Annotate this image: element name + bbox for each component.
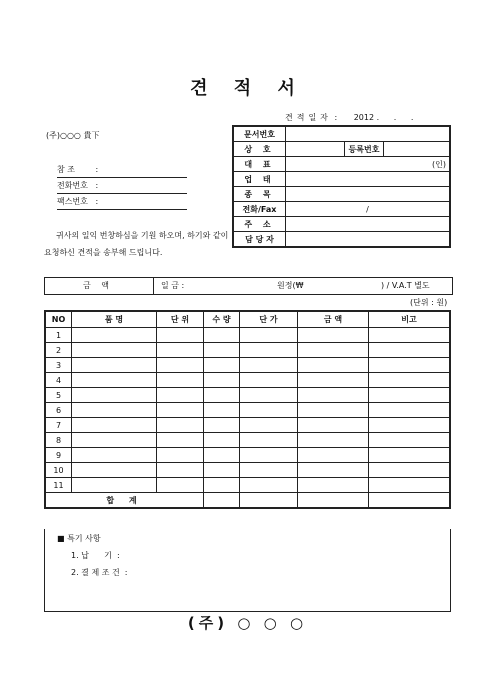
amount-divider bbox=[153, 278, 154, 294]
items-table bbox=[44, 310, 451, 509]
contact-fax: 팩스번호 : bbox=[57, 197, 99, 206]
remarks-cell[interactable] bbox=[369, 433, 451, 448]
contact-fax-label: 팩스번호 bbox=[57, 197, 88, 206]
remarks-cell[interactable] bbox=[369, 478, 451, 493]
quote-date-month: . bbox=[393, 113, 397, 122]
amount-cell[interactable] bbox=[298, 433, 369, 448]
supplier-info-table bbox=[232, 125, 451, 248]
unit-cell[interactable] bbox=[157, 343, 204, 358]
amount-cell[interactable] bbox=[298, 358, 369, 373]
total-remarks[interactable] bbox=[369, 493, 451, 509]
table-row bbox=[45, 463, 450, 478]
address-label: 주 소 bbox=[233, 217, 286, 232]
amount-vat: ) / V.A.T 별도 bbox=[381, 281, 430, 290]
col-unit: 단 위 bbox=[157, 311, 204, 328]
qty-cell[interactable] bbox=[204, 403, 240, 418]
row-number: 4 bbox=[45, 373, 72, 388]
contact-line bbox=[57, 193, 187, 194]
unit-cell[interactable] bbox=[157, 433, 204, 448]
row-number: 1 bbox=[45, 328, 72, 343]
quote-date: 견적일자 : 2012 . . . bbox=[285, 113, 414, 122]
item-cell[interactable] bbox=[72, 463, 157, 478]
unit-cell[interactable] bbox=[157, 373, 204, 388]
item-cell[interactable] bbox=[72, 403, 157, 418]
row-number: 5 bbox=[45, 388, 72, 403]
price-cell[interactable] bbox=[240, 448, 298, 463]
item-cell[interactable] bbox=[72, 388, 157, 403]
qty-cell[interactable] bbox=[204, 478, 240, 493]
qty-cell[interactable] bbox=[204, 343, 240, 358]
qty-cell[interactable] bbox=[204, 373, 240, 388]
row-number: 8 bbox=[45, 433, 72, 448]
recipient: (주)○○○ 貴下 bbox=[46, 131, 100, 140]
total-amount[interactable] bbox=[298, 493, 369, 509]
business-item-label: 종 목 bbox=[233, 187, 286, 202]
remarks-cell[interactable] bbox=[369, 373, 451, 388]
row-number: 6 bbox=[45, 403, 72, 418]
amount-cell[interactable] bbox=[298, 448, 369, 463]
qty-cell[interactable] bbox=[204, 388, 240, 403]
trade-name-label: 상 호 bbox=[233, 142, 286, 157]
col-qty: 수 량 bbox=[204, 311, 240, 328]
table-row bbox=[45, 343, 450, 358]
item-cell[interactable] bbox=[72, 433, 157, 448]
total-qty[interactable] bbox=[204, 493, 240, 509]
manager-label: 담 당 자 bbox=[233, 232, 286, 248]
remarks-cell[interactable] bbox=[369, 418, 451, 433]
total-price[interactable] bbox=[240, 493, 298, 509]
amount-box bbox=[44, 277, 453, 295]
table-row bbox=[45, 448, 450, 463]
qty-cell[interactable] bbox=[204, 463, 240, 478]
price-cell[interactable] bbox=[240, 418, 298, 433]
amount-cell[interactable] bbox=[298, 403, 369, 418]
price-cell[interactable] bbox=[240, 373, 298, 388]
total-label: 합 계 bbox=[45, 493, 204, 509]
remarks-cell[interactable] bbox=[369, 388, 451, 403]
table-row bbox=[45, 328, 450, 343]
price-cell[interactable] bbox=[240, 478, 298, 493]
item-cell[interactable] bbox=[72, 418, 157, 433]
col-remarks: 비고 bbox=[369, 311, 451, 328]
qty-cell[interactable] bbox=[204, 358, 240, 373]
amount-cell[interactable] bbox=[298, 478, 369, 493]
document-title: 견 적 서 bbox=[190, 78, 305, 99]
table-row bbox=[45, 388, 450, 403]
amount-prefix: 일 금 : bbox=[161, 281, 185, 290]
remarks-cell[interactable] bbox=[369, 403, 451, 418]
contact-line bbox=[57, 177, 187, 178]
remarks-cell[interactable] bbox=[369, 343, 451, 358]
qty-cell[interactable] bbox=[204, 448, 240, 463]
manager-value[interactable] bbox=[286, 232, 451, 248]
amount-cell[interactable] bbox=[298, 463, 369, 478]
item-cell[interactable] bbox=[72, 478, 157, 493]
item-cell[interactable] bbox=[72, 373, 157, 388]
item-cell[interactable] bbox=[72, 328, 157, 343]
items-header-row bbox=[45, 311, 450, 328]
qty-cell[interactable] bbox=[204, 418, 240, 433]
col-amount: 금 액 bbox=[298, 311, 369, 328]
amount-cell[interactable] bbox=[298, 418, 369, 433]
table-row bbox=[45, 433, 450, 448]
ceo-value[interactable] bbox=[286, 157, 451, 172]
total-row bbox=[45, 493, 450, 509]
price-cell[interactable] bbox=[240, 358, 298, 373]
remarks-cell[interactable] bbox=[369, 358, 451, 373]
price-cell[interactable] bbox=[240, 403, 298, 418]
unit-cell[interactable] bbox=[157, 418, 204, 433]
quote-date-year: 2012 . bbox=[353, 113, 380, 122]
price-cell[interactable] bbox=[240, 388, 298, 403]
row-number: 9 bbox=[45, 448, 72, 463]
amount-cell[interactable] bbox=[298, 343, 369, 358]
unit-cell[interactable] bbox=[157, 463, 204, 478]
table-row bbox=[45, 478, 450, 493]
contact-phone-label: 전화번호 bbox=[57, 181, 88, 190]
unit-cell[interactable] bbox=[157, 448, 204, 463]
amount-cell[interactable] bbox=[298, 373, 369, 388]
business-item-value[interactable] bbox=[286, 187, 451, 202]
payment-term[interactable]: 2. 결 제 조 건 : bbox=[71, 568, 128, 577]
reg-no-value[interactable] bbox=[384, 142, 451, 157]
reg-no-label: 등록번호 bbox=[345, 142, 384, 157]
row-number: 2 bbox=[45, 343, 72, 358]
unit-note: (단위 : 원) bbox=[410, 298, 448, 307]
row-number: 7 bbox=[45, 418, 72, 433]
special-notes-box bbox=[44, 529, 451, 612]
qty-cell[interactable] bbox=[204, 433, 240, 448]
quote-date-day: . bbox=[410, 113, 414, 122]
doc-no-value[interactable] bbox=[286, 126, 451, 142]
amount-won[interactable]: 원정(₩ bbox=[277, 281, 304, 290]
greeting-line-2: 요청하신 견적을 송부해 드립니다. bbox=[44, 248, 163, 257]
remarks-cell[interactable] bbox=[369, 448, 451, 463]
table-row bbox=[45, 358, 450, 373]
price-cell[interactable] bbox=[240, 328, 298, 343]
doc-no-label: 문서번호 bbox=[233, 126, 286, 142]
table-row bbox=[45, 418, 450, 433]
item-cell[interactable] bbox=[72, 343, 157, 358]
price-cell[interactable] bbox=[240, 433, 298, 448]
table-row bbox=[45, 373, 450, 388]
unit-cell[interactable] bbox=[157, 328, 204, 343]
row-number: 11 bbox=[45, 478, 72, 493]
quote-date-label: 견적일자 bbox=[285, 113, 332, 122]
unit-cell[interactable] bbox=[157, 403, 204, 418]
contact-reference: 참 조 : bbox=[57, 165, 99, 174]
remarks-cell[interactable] bbox=[369, 328, 451, 343]
qty-cell[interactable] bbox=[204, 328, 240, 343]
remarks-cell[interactable] bbox=[369, 463, 451, 478]
special-notes-title: ■ 특기 사항 bbox=[57, 534, 101, 543]
col-item: 품 명 bbox=[72, 311, 157, 328]
amount-cell[interactable] bbox=[298, 388, 369, 403]
col-no: NO bbox=[45, 311, 72, 328]
price-cell[interactable] bbox=[240, 343, 298, 358]
delivery-term[interactable]: 1. 납 기 : bbox=[71, 551, 120, 560]
amount-label: 금 액 bbox=[83, 281, 113, 290]
item-cell[interactable] bbox=[72, 358, 157, 373]
phone-fax-value[interactable]: / bbox=[286, 202, 451, 217]
price-cell[interactable] bbox=[240, 463, 298, 478]
unit-cell[interactable] bbox=[157, 478, 204, 493]
unit-cell[interactable] bbox=[157, 388, 204, 403]
contact-line bbox=[57, 209, 187, 210]
ceo-label: 대 표 bbox=[233, 157, 286, 172]
business-type-label: 업 태 bbox=[233, 172, 286, 187]
unit-cell[interactable] bbox=[157, 358, 204, 373]
amount-cell[interactable] bbox=[298, 328, 369, 343]
business-type-value[interactable] bbox=[286, 172, 451, 187]
contact-phone: 전화번호 : bbox=[57, 181, 99, 190]
row-number: 3 bbox=[45, 358, 72, 373]
address-value[interactable] bbox=[286, 217, 451, 232]
phone-fax-label: 전화/Fax bbox=[233, 202, 286, 217]
row-number: 10 bbox=[45, 463, 72, 478]
table-row bbox=[45, 403, 450, 418]
trade-name-value[interactable] bbox=[286, 142, 345, 157]
seal-mark: (인) bbox=[432, 159, 446, 169]
item-cell[interactable] bbox=[72, 448, 157, 463]
greeting-line-1: 귀사의 일익 번창하심을 기원 하오며, 하기와 같이 bbox=[56, 231, 229, 240]
col-price: 단 가 bbox=[240, 311, 298, 328]
contact-reference-label: 참 조 bbox=[57, 165, 75, 174]
company-footer: (주) ○ ○ ○ bbox=[187, 614, 308, 632]
